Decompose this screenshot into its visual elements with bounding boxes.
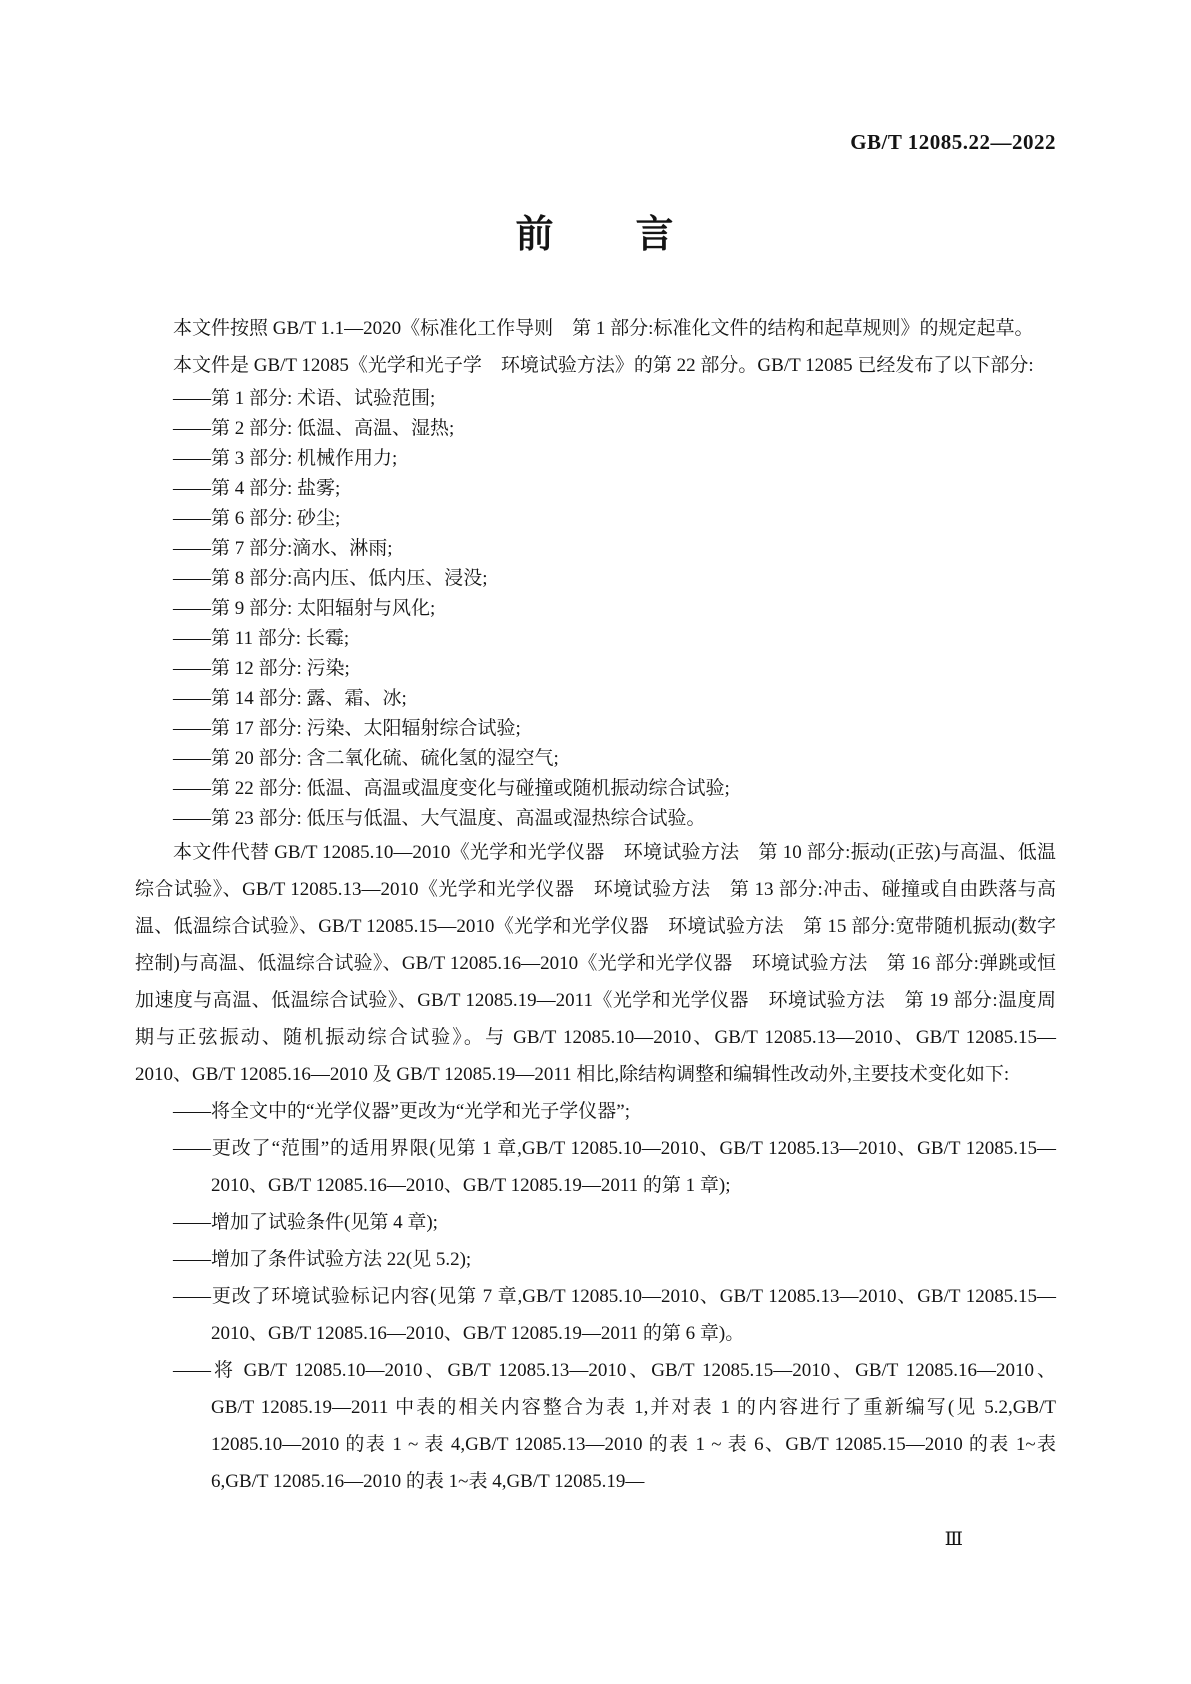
parts-list-item: ——第 7 部分:滴水、淋雨; [173,538,393,559]
changes-list-item: ——将 GB/T 12085.10—2010、GB/T 12085.13—2010、GB/T 12085.15—2010、GB/T 12085.16—2010、GB/T 12085.19—2011 中表的相关内容整合为表 1,并对表 1 的内容进行了重新编写(见 5.2,GB/T 12085.10—2010 的表 1 ~ 表 4,GB/T 12085.13—2010 的表 1 ~ 表 6、GB/T 12085.15—2010 的表 1~表 6,GB/T 12085.16—2010 的表 1~表 4,GB/T 12085.19— [173,1360,1056,1492]
changes-list-item: ——将全文中的“光学仪器”更改为“光学和光子学仪器”; [173,1101,631,1122]
parts-list-item: ——第 20 部分: 含二氧化硫、硫化氢的湿空气; [173,748,559,769]
parts-list-item: ——第 8 部分:高内压、低内压、浸没; [173,568,488,589]
parts-list-item: ——第 23 部分: 低压与低温、大气温度、高温或湿热综合试验。 [173,808,706,829]
parts-list-item: ——第 6 部分: 砂尘; [173,508,341,529]
paragraph: 本文件是 GB/T 12085《光学和光子学 环境试验方法》的第 22 部分。GB/T 12085 已经发布了以下部分: [173,355,1034,376]
parts-list-item: ——第 4 部分: 盐雾; [173,478,341,499]
changes-list-item: ——更改了“范围”的适用界限(见第 1 章,GB/T 12085.10—2010、GB/T 12085.13—2010、GB/T 12085.15—2010、GB/T 12085.16—2010、GB/T 12085.19—2011 的第 1 章); [173,1138,1056,1196]
page-title: 前 言 [515,214,676,256]
changes-list-item: ——更改了环境试验标记内容(见第 7 章,GB/T 12085.10—2010、GB/T 12085.13—2010、GB/T 12085.15—2010、GB/T 12085.16—2010、GB/T 12085.19—2011 的第 6 章)。 [173,1286,1056,1344]
parts-list-item: ——第 12 部分: 污染; [173,658,350,679]
standard-number: GB/T 12085.22—2022 [850,130,1056,154]
parts-list-item: ——第 1 部分: 术语、试验范围; [173,388,436,409]
changes-list-item: ——增加了条件试验方法 22(见 5.2); [173,1249,472,1270]
document-content [135,310,1056,1500]
parts-list-item: ——第 22 部分: 低温、高温或温度变化与碰撞或随机振动综合试验; [173,778,730,799]
parts-list-item: ——第 11 部分: 长霉; [173,628,350,649]
paragraph: 本文件按照 GB/T 1.1—2020《标准化工作导则 第 1 部分:标准化文件的结构和起草规则》的规定起草。 [173,318,1034,339]
parts-list-item: ——第 2 部分: 低温、高温、湿热; [173,418,455,439]
parts-list-item: ——第 17 部分: 污染、太阳辐射综合试验; [173,718,521,739]
parts-list-item: ——第 9 部分: 太阳辐射与风化; [173,598,436,619]
paragraph: 本文件代替 GB/T 12085.10—2010《光学和光学仪器 环境试验方法 第 10 部分:振动(正弦)与高温、低温综合试验》、GB/T 12085.13—2010《光学和光学仪器 环境试验方法 第 13 部分:冲击、碰撞或自由跌落与高温、低温综合试验》、GB/T 12085.15—2010《光学和光学仪器 环境试验方法 第 15 部分:宽带随机振动(数字控制)与高温、低温综合试验》、GB/T 12085.16—2010《光学和光学仪器 环境试验方法 第 16 部分:弹跳或恒加速度与高温、低温综合试验》、GB/T 12085.19—2011《光学和光学仪器 环境试验方法 第 19 部分:温度周期与正弦振动、随机振动综合试验》。与 GB/T 12085.10—2010、GB/T 12085.13—2010、GB/T 12085.15—2010、GB/T 12085.16—2010 及 GB/T 12085.19—2011 相比,除结构调整和编辑性改动外,主要技术变化如下: [135,842,1056,1085]
parts-list-item: ——第 14 部分: 露、霜、冰; [173,688,407,709]
parts-list-item: ——第 3 部分: 机械作用力; [173,448,398,469]
changes-list-item: ——增加了试验条件(见第 4 章); [173,1212,438,1233]
page-number: Ⅲ [944,1529,963,1550]
